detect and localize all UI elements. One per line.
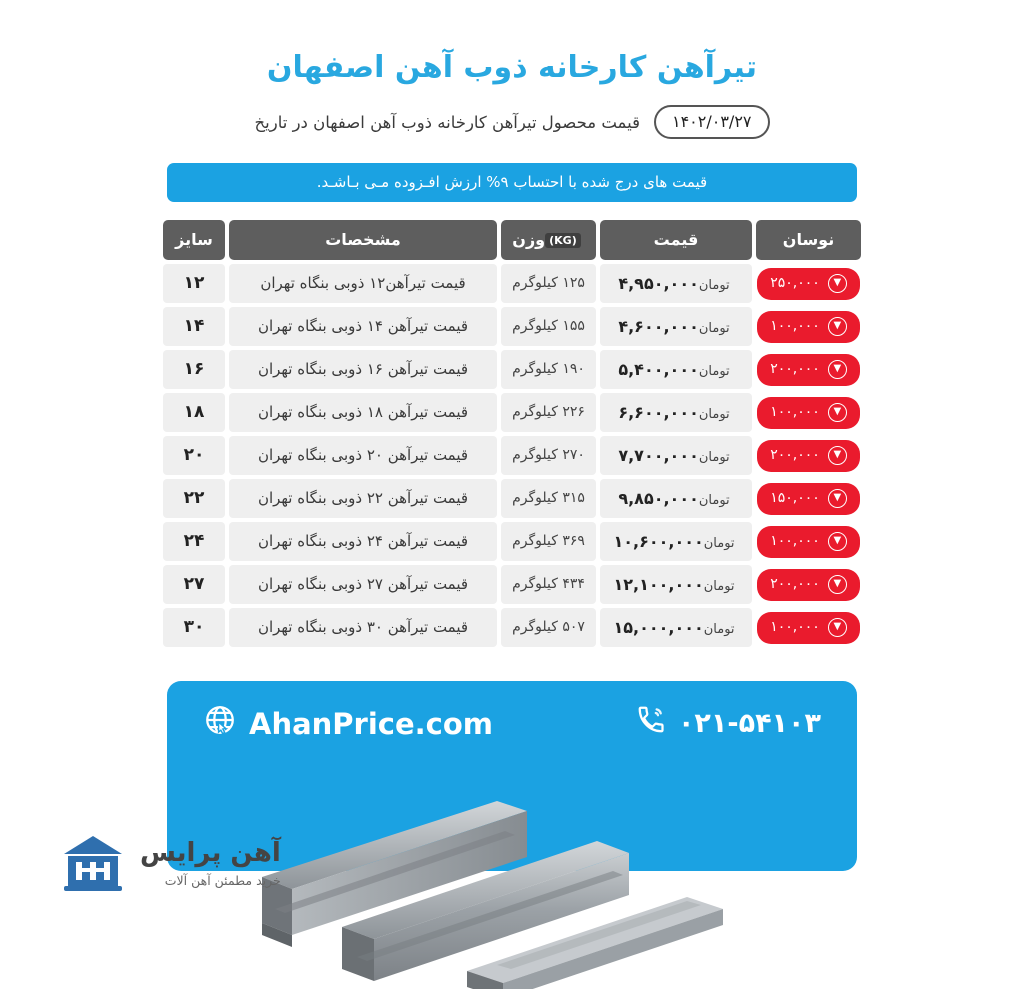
arrow-down-icon: ▼: [828, 274, 847, 293]
globe-icon: [203, 703, 237, 744]
brand-name: آهن پرایس: [140, 837, 281, 868]
table-row: [163, 393, 861, 432]
fluctuation-value: ۲۵۰,۰۰۰: [770, 275, 820, 292]
fluctuation-value: ۲۰۰,۰۰۰: [770, 447, 820, 464]
status-badge: [757, 526, 860, 558]
size-cell: ۲۴: [163, 522, 225, 561]
arrow-down-icon: ▼: [828, 489, 847, 508]
arrow-down-icon: ▼: [828, 317, 847, 336]
spec-cell: قیمت تیرآهن ۲۰ ذوبی بنگاه تهران: [229, 436, 497, 475]
spec-cell: قیمت تیرآهن ۱۶ ذوبی بنگاه تهران: [229, 350, 497, 389]
price-value: ۷,۷۰۰,۰۰۰: [618, 445, 699, 465]
phone-block[interactable]: [636, 705, 821, 742]
price-cell: [600, 350, 752, 389]
column-header-fluctuation: نوسان: [756, 220, 861, 260]
size-cell: ۲۰: [163, 436, 225, 475]
price-value: ۶,۶۰۰,۰۰۰: [618, 402, 699, 422]
status-badge: [757, 483, 860, 515]
price-unit: تومان: [698, 320, 730, 336]
size-cell: ۳۰: [163, 608, 225, 647]
spec-cell: قیمت تیرآهن ۱۸ ذوبی بنگاه تهران: [229, 393, 497, 432]
fluctuation-cell: [756, 565, 861, 604]
price-cell: [600, 307, 752, 346]
fluctuation-value: ۱۰۰,۰۰۰: [770, 404, 820, 421]
price-value: ۴,۶۰۰,۰۰۰: [618, 316, 699, 336]
price-value: ۹,۸۵۰,۰۰۰: [618, 488, 699, 508]
price-value: ۱۰,۶۰۰,۰۰۰: [613, 531, 704, 551]
spec-cell: قیمت تیرآهن ۲۴ ذوبی بنگاه تهران: [229, 522, 497, 561]
table-row: [163, 522, 861, 561]
spec-cell: قیمت تیرآهن ۲۲ ذوبی بنگاه تهران: [229, 479, 497, 518]
logo-mark-icon: [60, 832, 126, 894]
price-unit: تومان: [698, 363, 730, 379]
fluctuation-cell: [756, 264, 861, 303]
status-badge: [757, 569, 860, 601]
column-header-weight: [501, 220, 596, 260]
size-cell: ۱۲: [163, 264, 225, 303]
contact-card-top: [167, 681, 857, 744]
subtitle-text: قیمت محصول تیرآهن کارخانه ذوب آهن اصفهان در تاریخ: [254, 112, 640, 132]
fluctuation-cell: [756, 393, 861, 432]
fluctuation-value: ۱۰۰,۰۰۰: [770, 318, 820, 335]
fluctuation-cell: [756, 436, 861, 475]
weight-cell: ۵۰۷ کیلوگرم: [501, 608, 596, 647]
table-row: [163, 479, 861, 518]
arrow-down-icon: ▼: [828, 532, 847, 551]
date-badge: ۱۴۰۲/۰۳/۲۷: [654, 105, 770, 139]
weight-cell: ۱۵۵ کیلوگرم: [501, 307, 596, 346]
price-cell: [600, 436, 752, 475]
price-cell: [600, 565, 752, 604]
website-url: AhanPrice.com: [249, 706, 494, 741]
price-cell: [600, 264, 752, 303]
arrow-down-icon: ▼: [828, 618, 847, 637]
price-value: ۴,۹۵۰,۰۰۰: [618, 273, 699, 293]
size-cell: ۲۲: [163, 479, 225, 518]
spec-cell: قیمت تیرآهن ۱۴ ذوبی بنگاه تهران: [229, 307, 497, 346]
subtitle-row: [0, 105, 1024, 139]
spec-cell: قیمت تیرآهن ۳۰ ذوبی بنگاه تهران: [229, 608, 497, 647]
size-cell: ۱۴: [163, 307, 225, 346]
fluctuation-value: ۲۰۰,۰۰۰: [770, 361, 820, 378]
arrow-down-icon: ▼: [828, 360, 847, 379]
table-body: [163, 264, 861, 647]
weight-label: وزن: [512, 230, 546, 250]
fluctuation-cell: [756, 307, 861, 346]
table-row: [163, 307, 861, 346]
price-value: ۱۲,۱۰۰,۰۰۰: [613, 574, 704, 594]
fluctuation-value: ۱۵۰,۰۰۰: [770, 490, 820, 507]
status-badge: [757, 612, 860, 644]
price-table: [159, 216, 865, 651]
weight-cell: ۱۲۵ کیلوگرم: [501, 264, 596, 303]
status-badge: [757, 311, 860, 343]
price-unit: تومان: [698, 406, 730, 422]
arrow-down-icon: ▼: [828, 575, 847, 594]
price-cell: [600, 393, 752, 432]
price-unit: تومان: [703, 578, 735, 594]
weight-cell: ۲۲۶ کیلوگرم: [501, 393, 596, 432]
fluctuation-value: ۱۰۰,۰۰۰: [770, 533, 820, 550]
status-badge: [757, 268, 860, 300]
fluctuation-cell: [756, 350, 861, 389]
price-cell: [600, 479, 752, 518]
phone-number: ۰۲۱-۵۴۱۰۳: [677, 708, 821, 740]
fluctuation-value: ۱۰۰,۰۰۰: [770, 619, 820, 636]
price-unit: تومان: [703, 621, 735, 637]
phone-icon: [636, 705, 666, 742]
size-cell: ۱۶: [163, 350, 225, 389]
table-row: [163, 350, 861, 389]
spec-cell: قیمت تیرآهن ۲۷ ذوبی بنگاه تهران: [229, 565, 497, 604]
brand-tagline: خرید مطمئن آهن آلات: [164, 872, 281, 888]
status-badge: [757, 354, 860, 386]
weight-unit-badge: (KG): [545, 233, 581, 248]
weight-cell: ۴۳۴ کیلوگرم: [501, 565, 596, 604]
brand-text: [140, 839, 281, 888]
page-title: تیرآهن کارخانه ذوب آهن اصفهان: [266, 50, 758, 86]
table-row: [163, 608, 861, 647]
weight-cell: ۱۹۰ کیلوگرم: [501, 350, 596, 389]
arrow-down-icon: ▼: [828, 446, 847, 465]
brand-logo: [60, 832, 281, 894]
column-header-size: سایز: [163, 220, 225, 260]
weight-cell: ۳۱۵ کیلوگرم: [501, 479, 596, 518]
status-badge: [757, 397, 860, 429]
size-cell: ۱۸: [163, 393, 225, 432]
vat-notice: قیمت های درج شده با احتساب ۹% ارزش افـزوده مـی بـاشـد.: [167, 163, 857, 202]
arrow-down-icon: ▼: [828, 403, 847, 422]
price-cell: [600, 608, 752, 647]
spec-cell: قیمت تیرآهن۱۲ ذوبی بنگاه تهران: [229, 264, 497, 303]
price-value: ۱۵,۰۰۰,۰۰۰: [613, 617, 704, 637]
table-row: [163, 436, 861, 475]
price-value: ۵,۴۰۰,۰۰۰: [618, 359, 699, 379]
fluctuation-cell: [756, 479, 861, 518]
website-block[interactable]: [203, 703, 493, 744]
price-cell: [600, 522, 752, 561]
price-list-page: [0, 20, 1024, 916]
size-cell: ۲۷: [163, 565, 225, 604]
fluctuation-cell: [756, 522, 861, 561]
table-row: [163, 565, 861, 604]
fluctuation-cell: [756, 608, 861, 647]
price-unit: تومان: [698, 277, 730, 293]
column-header-price: قیمت: [600, 220, 752, 260]
weight-cell: ۲۷۰ کیلوگرم: [501, 436, 596, 475]
weight-cell: ۳۶۹ کیلوگرم: [501, 522, 596, 561]
price-unit: تومان: [698, 492, 730, 508]
price-unit: تومان: [703, 535, 735, 551]
fluctuation-value: ۲۰۰,۰۰۰: [770, 576, 820, 593]
price-unit: تومان: [698, 449, 730, 465]
column-header-spec: مشخصات: [229, 220, 497, 260]
table-row: [163, 264, 861, 303]
status-badge: [757, 440, 860, 472]
table-header-row: [163, 220, 861, 260]
